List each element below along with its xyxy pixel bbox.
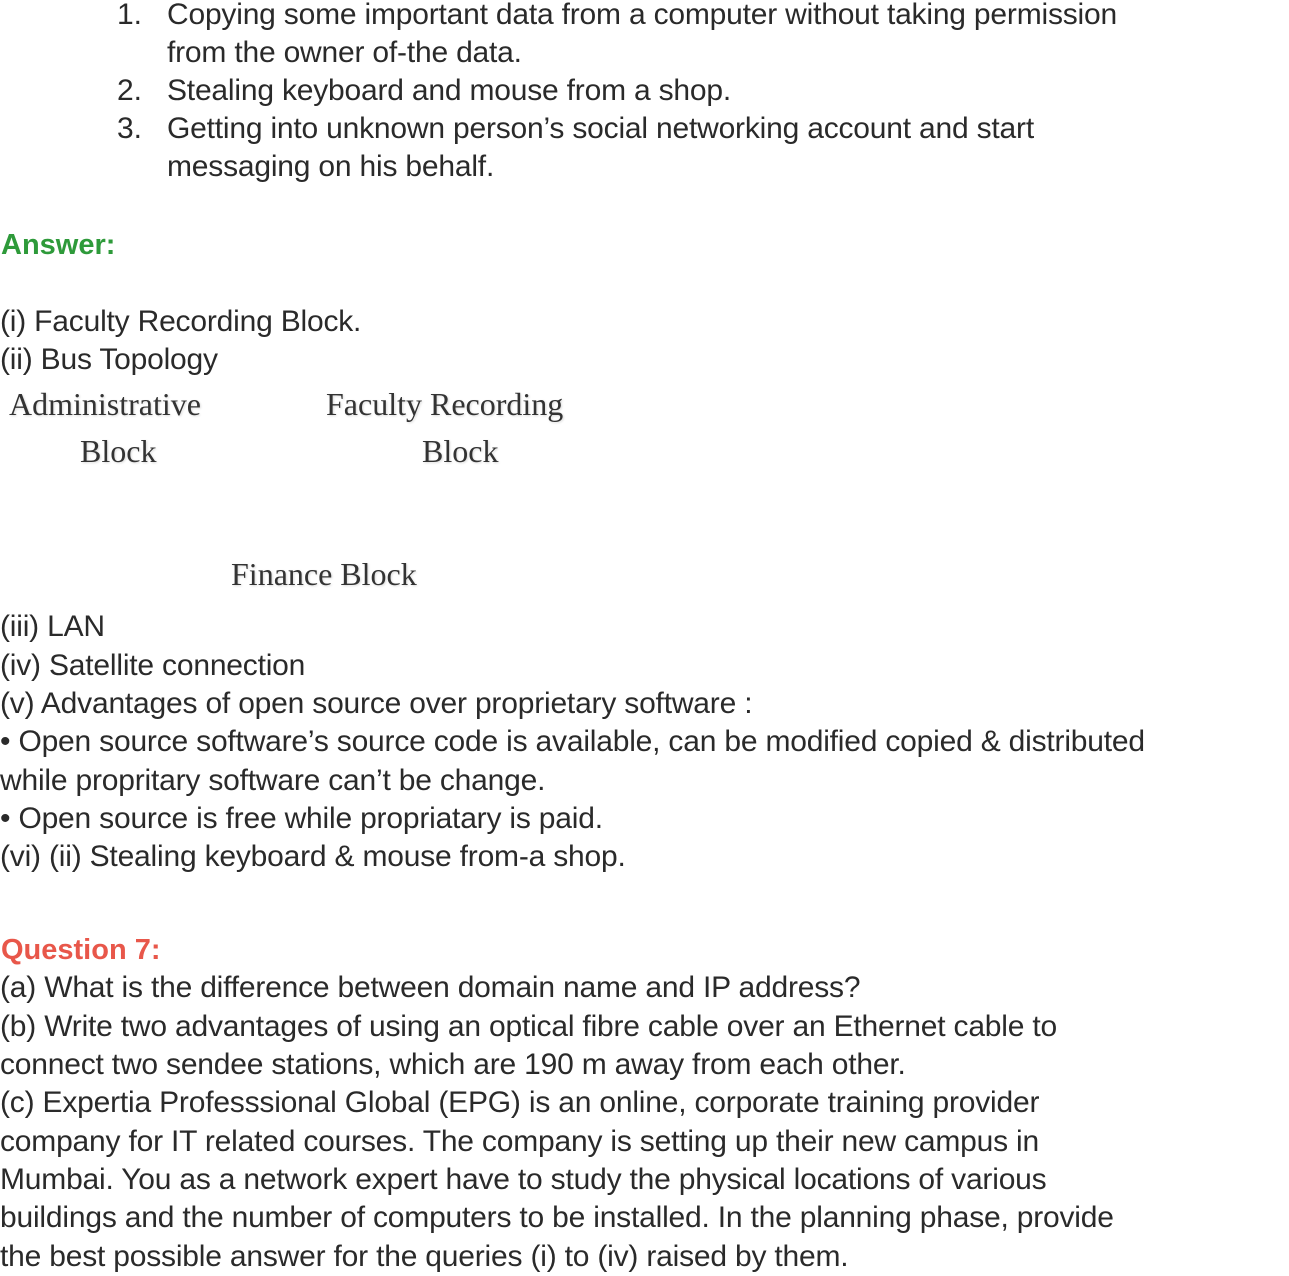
list-number-1: 1. xyxy=(117,0,143,31)
diagram-node-administrative-line2: Block xyxy=(80,433,157,469)
list-item-1-line-1: Copying some important data from a computer without taking permission xyxy=(167,0,1117,31)
diagram-node-faculty-line1: Faculty Recording xyxy=(326,386,564,422)
diagram-node-finance: Finance Block xyxy=(231,556,417,592)
answer-line-v: (v) Advantages of open source over proprietary software : xyxy=(0,687,753,720)
list-number-3: 3. xyxy=(117,112,143,145)
question-7-line-c-2: company for IT related courses. The company is setting up their new campus in xyxy=(0,1125,1040,1158)
answer-line-ii: (ii) Bus Topology xyxy=(0,343,218,376)
diagram-node-faculty-line2: Block xyxy=(422,433,499,469)
answer-bullet-1-line-1: • Open source software’s source code is available, can be modified copied & distributed xyxy=(0,725,1145,758)
question-7-line-b-2: connect two sendee stations, which are 190 m away from each other. xyxy=(0,1048,906,1081)
question-7-line-a: (a) What is the difference between domain name and IP address? xyxy=(0,971,861,1004)
question-7-line-c-4: buildings and the number of computers to be installed. In the planning phase, provide xyxy=(0,1201,1114,1234)
answer-line-iii: (iii) LAN xyxy=(0,610,105,643)
answer-heading: Answer: xyxy=(1,229,116,261)
question-7-heading: Question 7: xyxy=(1,934,161,966)
question-7-line-c-3: Mumbai. You as a network expert have to study the physical locations of various xyxy=(0,1163,1047,1196)
answer-bullet-2: • Open source is free while propriatary is paid. xyxy=(0,802,603,835)
diagram-node-administrative-line1: Administrative xyxy=(9,386,201,422)
answer-bullet-1-line-2: while propritary software can’t be change. xyxy=(0,764,546,797)
question-7-line-c-1: (c) Expertia Professsional Global (EPG) is an online, corporate training provider xyxy=(0,1086,1040,1119)
answer-line-iv: (iv) Satellite connection xyxy=(0,649,306,682)
list-item-3-line-1: Getting into unknown person’s social networking account and start xyxy=(167,112,1034,145)
list-number-2: 2. xyxy=(117,74,143,107)
list-item-2-line-1: Stealing keyboard and mouse from a shop. xyxy=(167,74,732,107)
question-7-line-c-5: the best possible answer for the queries (i) to (iv) raised by them. xyxy=(0,1240,849,1273)
answer-line-i: (i) Faculty Recording Block. xyxy=(0,305,362,338)
question-7-line-b-1: (b) Write two advantages of using an optical fibre cable over an Ethernet cable to xyxy=(0,1010,1057,1043)
list-item-3-line-2: messaging on his behalf. xyxy=(167,150,495,183)
answer-line-vi: (vi) (ii) Stealing keyboard & mouse from-a shop. xyxy=(0,840,626,873)
list-item-1-line-2: from the owner of-the data. xyxy=(167,36,522,69)
